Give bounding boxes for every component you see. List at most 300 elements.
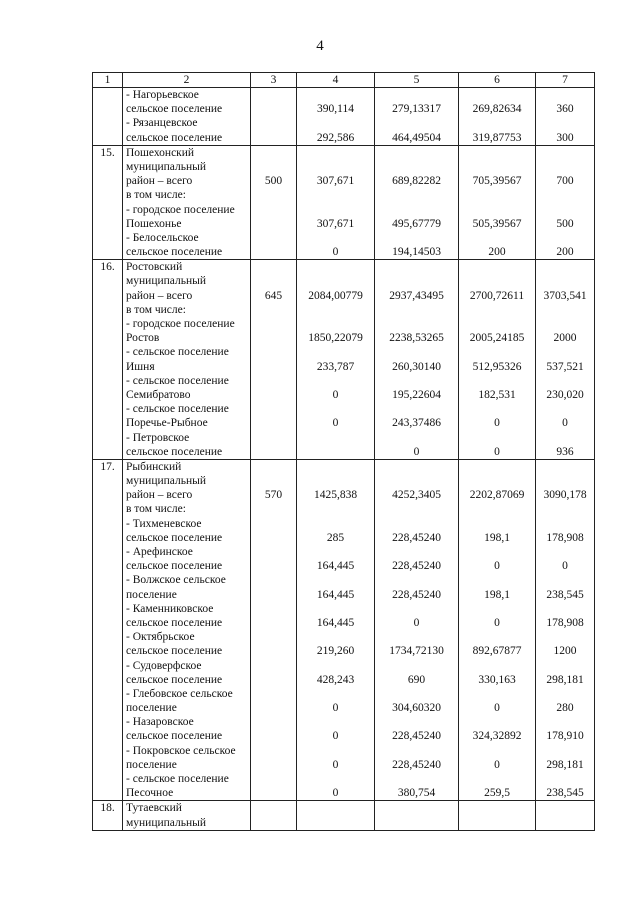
value-cell-col-4 <box>297 801 375 830</box>
data-table <box>92 72 595 831</box>
value-line <box>300 445 371 459</box>
value-line <box>539 502 591 516</box>
value-line <box>300 274 371 288</box>
value-line <box>539 744 591 758</box>
value-line <box>462 116 532 130</box>
value-line <box>462 687 532 701</box>
value-line: 2700,72611 <box>469 289 525 302</box>
value-line: 200 <box>488 246 506 259</box>
value-cell-col-4 <box>297 88 375 146</box>
value-cell-col-7 <box>536 260 595 460</box>
value-line: 0 <box>494 560 500 573</box>
value-line <box>539 402 591 416</box>
value-line <box>254 801 293 815</box>
value-line <box>254 729 293 743</box>
value-cell-col-5 <box>375 801 459 830</box>
value-line <box>462 231 532 245</box>
name-line: - Покровское сельское <box>126 744 236 757</box>
value-line: 238,545 <box>546 787 584 800</box>
value-cell-col-4 <box>297 260 375 460</box>
value-line: 330,163 <box>478 673 516 686</box>
value-cell-col-5 <box>375 88 459 146</box>
value-line <box>462 146 532 160</box>
value-line <box>462 744 532 758</box>
value-line <box>254 786 293 800</box>
value-line: 360 <box>556 103 574 116</box>
value-cell-col-4 <box>297 459 375 801</box>
value-line: 319,87753 <box>472 131 522 144</box>
value-line: 228,45240 <box>392 531 441 544</box>
value-cell-col-3 <box>251 88 297 146</box>
value-line <box>462 345 532 359</box>
name-line: Ростов <box>126 332 160 345</box>
value-line <box>378 502 455 516</box>
value-line <box>254 602 293 616</box>
value-line <box>462 659 532 673</box>
value-line <box>378 517 455 531</box>
value-line: 3090,178 <box>543 489 587 502</box>
name-line: район – всего <box>126 489 193 502</box>
value-line <box>254 217 293 231</box>
value-line: 238,545 <box>546 588 584 601</box>
value-cell-col-3 <box>251 145 297 260</box>
value-line <box>300 545 371 559</box>
table-row <box>93 260 595 460</box>
value-line <box>462 303 532 317</box>
value-line: 505,39567 <box>472 217 522 230</box>
value-line: 0 <box>562 560 568 573</box>
name-line: сельское поселение <box>126 445 223 458</box>
name-line: Ишня <box>126 360 155 373</box>
value-line <box>378 203 455 217</box>
name-line: - сельское поселение <box>126 773 229 785</box>
value-line <box>378 744 455 758</box>
value-line <box>462 602 532 616</box>
table-row <box>93 801 595 830</box>
value-line <box>254 644 293 658</box>
value-line <box>254 460 293 474</box>
value-line: 228,45240 <box>392 588 441 601</box>
value-line: 1425,838 <box>313 489 358 502</box>
value-line: 512,95326 <box>472 360 522 373</box>
name-line: в том числе: <box>126 189 186 202</box>
value-line: 298,181 <box>546 673 584 686</box>
value-line: 233,787 <box>316 360 355 373</box>
value-line <box>300 659 371 673</box>
value-line <box>539 801 591 815</box>
value-line <box>462 317 532 331</box>
name-line: муниципальный <box>126 160 207 173</box>
value-cell-col-3 <box>251 459 297 801</box>
value-line <box>378 146 455 160</box>
value-line <box>462 630 532 644</box>
name-line: - сельское поселение <box>126 374 229 387</box>
value-line <box>378 573 455 587</box>
value-line <box>539 772 591 786</box>
row-number-cell <box>93 88 123 146</box>
value-line <box>378 231 455 245</box>
name-line: Пошехонский <box>126 146 195 159</box>
territory-name-cell <box>123 801 251 830</box>
value-line <box>254 131 293 145</box>
value-cell-col-7 <box>536 801 595 830</box>
value-line: 230,020 <box>546 388 584 401</box>
value-line <box>254 687 293 701</box>
value-line <box>254 659 293 673</box>
value-line: 182,531 <box>478 388 516 401</box>
value-line <box>254 573 293 587</box>
value-cell-col-7 <box>536 145 595 260</box>
value-line: 700 <box>556 175 574 188</box>
value-line <box>539 659 591 673</box>
value-line <box>462 517 532 531</box>
value-line <box>300 460 371 474</box>
value-line: 178,910 <box>546 730 584 743</box>
value-line <box>254 303 293 317</box>
value-line <box>378 602 455 616</box>
value-line <box>254 160 293 174</box>
value-line <box>378 374 455 388</box>
value-line <box>462 502 532 516</box>
name-line: сельское поселение <box>126 246 223 259</box>
value-line <box>462 573 532 587</box>
value-line <box>254 203 293 217</box>
value-line <box>300 374 371 388</box>
name-line: сельское поселение <box>126 645 223 658</box>
value-line: 228,45240 <box>392 758 441 771</box>
value-line: 705,39567 <box>472 175 522 188</box>
value-line <box>539 687 591 701</box>
value-line: 495,67779 <box>392 217 441 230</box>
value-line <box>254 431 293 445</box>
value-cell-col-6 <box>459 260 536 460</box>
value-line <box>300 146 371 160</box>
value-line <box>462 203 532 217</box>
value-line: 464,49504 <box>392 131 441 144</box>
name-line: район – всего <box>126 289 193 302</box>
value-cell-col-6 <box>459 801 536 830</box>
value-line <box>254 673 293 687</box>
value-cell-col-3 <box>251 260 297 460</box>
header-cell: 4 <box>297 73 375 88</box>
value-line: 200 <box>556 246 574 259</box>
value-line: 500 <box>264 175 283 188</box>
value-line: 1200 <box>553 645 577 658</box>
name-line: район – всего <box>126 175 193 188</box>
value-line <box>254 445 293 459</box>
value-line <box>378 303 455 317</box>
value-line: 892,67877 <box>472 645 522 658</box>
value-cell-col-5 <box>375 459 459 801</box>
name-line: Семибратово <box>126 388 191 401</box>
value-line <box>254 701 293 715</box>
value-line <box>378 260 455 274</box>
value-line <box>378 317 455 331</box>
name-line: муниципальный <box>126 475 207 488</box>
value-line <box>539 317 591 331</box>
value-line: 0 <box>332 246 339 259</box>
value-line <box>539 602 591 616</box>
row-number-cell: 17. <box>93 459 123 801</box>
value-line: 304,60320 <box>392 702 441 715</box>
value-line: 0 <box>494 616 500 629</box>
value-line: 279,13317 <box>392 103 441 116</box>
value-line <box>378 545 455 559</box>
value-line <box>539 203 591 217</box>
name-line: Пошехонье <box>126 217 182 230</box>
value-line <box>539 630 591 644</box>
name-line: - Волжское сельское <box>126 574 226 587</box>
value-line <box>300 744 371 758</box>
value-line <box>254 388 293 402</box>
value-line: 0 <box>494 445 500 458</box>
value-line <box>300 474 371 488</box>
value-line <box>254 317 293 331</box>
value-line <box>254 116 293 130</box>
name-line: - Арефинское <box>126 546 193 558</box>
value-line <box>378 687 455 701</box>
value-line: 0 <box>332 388 339 401</box>
name-line: - Каменниковское <box>126 602 214 615</box>
value-line <box>254 715 293 729</box>
value-line <box>462 545 532 559</box>
name-line: сельское поселение <box>126 673 223 686</box>
value-line <box>254 360 293 374</box>
value-line: 2005,24185 <box>469 332 525 345</box>
header-cell: 3 <box>251 73 297 88</box>
value-line <box>254 758 293 772</box>
value-line <box>539 517 591 531</box>
value-line <box>300 687 371 701</box>
value-line <box>378 402 455 416</box>
value-line <box>254 146 293 160</box>
name-line: муниципальный <box>126 275 207 288</box>
value-line <box>300 402 371 416</box>
value-line <box>539 88 591 102</box>
header-cell: 7 <box>536 73 595 88</box>
name-line: - Назаровское <box>126 716 194 729</box>
value-line: 228,45240 <box>392 560 441 573</box>
value-line <box>378 801 455 815</box>
table-row <box>93 145 595 260</box>
name-line: - Рязанцевское <box>126 117 198 130</box>
value-line <box>539 231 591 245</box>
value-line: 690 <box>407 673 426 686</box>
value-cell-col-6 <box>459 145 536 260</box>
value-cell-col-7 <box>536 88 595 146</box>
value-line: 243,37486 <box>392 417 441 430</box>
name-line: муниципальный <box>126 816 207 829</box>
row-number-cell: 16. <box>93 260 123 460</box>
value-line: 219,260 <box>316 645 355 658</box>
value-cell-col-6 <box>459 459 536 801</box>
value-line <box>254 816 293 830</box>
territory-name-cell <box>123 145 251 260</box>
value-line: 2238,53265 <box>389 332 444 345</box>
value-line <box>254 588 293 602</box>
value-line: 0 <box>332 758 339 771</box>
value-line: 307,671 <box>316 217 355 230</box>
value-line <box>378 715 455 729</box>
value-line <box>462 474 532 488</box>
value-line <box>462 88 532 102</box>
value-line: 178,908 <box>546 531 584 544</box>
value-line: 936 <box>556 445 574 458</box>
value-line <box>254 274 293 288</box>
value-line <box>300 715 371 729</box>
value-line <box>254 416 293 430</box>
value-line <box>378 630 455 644</box>
value-line: 298,181 <box>546 758 584 771</box>
value-line <box>300 502 371 516</box>
value-line: 428,243 <box>316 673 355 686</box>
value-line <box>539 160 591 174</box>
value-line <box>378 188 455 202</box>
value-line <box>300 801 371 815</box>
value-line: 0 <box>332 787 339 800</box>
value-line: 537,521 <box>546 360 584 373</box>
value-line: 3703,541 <box>543 289 587 302</box>
name-line: - Октябрьское <box>126 631 195 644</box>
header-cell: 5 <box>375 73 459 88</box>
value-line: 285 <box>326 531 345 544</box>
name-line: сельское поселение <box>126 531 223 544</box>
value-line <box>254 245 293 259</box>
value-line <box>378 474 455 488</box>
value-line <box>378 116 455 130</box>
name-line: сельское поселение <box>126 730 223 743</box>
value-line <box>539 374 591 388</box>
name-line: Ростовский <box>126 261 183 274</box>
value-line: 300 <box>556 131 574 144</box>
value-line <box>300 88 371 102</box>
value-cell-col-6 <box>459 88 536 146</box>
value-cell-col-4 <box>297 145 375 260</box>
value-line <box>539 431 591 445</box>
value-line <box>254 531 293 545</box>
value-line: 0 <box>562 417 568 430</box>
value-cell-col-7 <box>536 459 595 801</box>
value-line: 0 <box>413 445 420 458</box>
name-line: - Тихменевское <box>126 517 202 530</box>
value-line: 0 <box>494 702 500 715</box>
value-line: 0 <box>332 702 339 715</box>
value-line <box>539 474 591 488</box>
value-line <box>462 188 532 202</box>
value-line: 307,671 <box>316 175 355 188</box>
value-line: 292,586 <box>316 131 355 144</box>
value-line <box>462 160 532 174</box>
value-line: 645 <box>264 289 283 302</box>
name-line: в том числе: <box>126 303 186 316</box>
value-line <box>300 517 371 531</box>
value-line: 0 <box>413 616 420 629</box>
value-line: 260,30140 <box>392 360 441 373</box>
value-line <box>254 345 293 359</box>
value-line: 689,82282 <box>392 175 441 188</box>
name-line: - Нагорьевское <box>126 89 199 101</box>
value-line <box>462 816 532 830</box>
value-line <box>378 460 455 474</box>
value-line <box>539 303 591 317</box>
value-line <box>300 431 371 445</box>
value-line <box>378 160 455 174</box>
header-cell: 2 <box>123 73 251 88</box>
value-line: 198,1 <box>484 588 510 601</box>
value-line <box>462 772 532 786</box>
value-line <box>300 602 371 616</box>
value-line <box>254 772 293 786</box>
value-line: 390,114 <box>317 103 354 116</box>
name-line: Тутаевский <box>126 802 182 815</box>
name-line: Поречье-Рыбное <box>126 417 208 430</box>
value-line: 2084,00779 <box>308 289 363 302</box>
name-line: сельское поселение <box>126 131 223 144</box>
value-line <box>300 345 371 359</box>
value-line <box>300 772 371 786</box>
value-line: 198,1 <box>484 531 510 544</box>
name-line: в том числе: <box>126 503 186 516</box>
value-line <box>378 772 455 786</box>
value-cell-col-3 <box>251 801 297 830</box>
name-line: - сельское поселение <box>126 346 229 359</box>
value-line: 500 <box>556 217 574 230</box>
value-line <box>254 559 293 573</box>
value-line <box>254 616 293 630</box>
name-line: сельское поселение <box>126 560 223 573</box>
value-line: 228,45240 <box>392 730 441 743</box>
value-line <box>539 116 591 130</box>
name-line: - сельское поселение <box>126 403 229 416</box>
value-line <box>378 274 455 288</box>
table-row <box>93 459 595 801</box>
territory-name-cell <box>123 260 251 460</box>
value-line <box>462 801 532 815</box>
territory-name-cell <box>123 459 251 801</box>
name-line: Рыбинский <box>126 460 182 473</box>
value-line <box>300 816 371 830</box>
value-line <box>254 260 293 274</box>
name-line: сельское поселение <box>126 616 223 629</box>
value-line <box>378 659 455 673</box>
value-line <box>300 231 371 245</box>
value-line <box>300 116 371 130</box>
value-line <box>254 374 293 388</box>
value-line: 259,5 <box>484 787 510 800</box>
value-line: 280 <box>556 702 574 715</box>
value-line: 2000 <box>553 332 577 345</box>
value-line <box>300 160 371 174</box>
value-line <box>539 274 591 288</box>
value-line: 195,22604 <box>392 388 441 401</box>
value-line: 0 <box>332 730 339 743</box>
value-line <box>300 630 371 644</box>
value-line <box>539 188 591 202</box>
value-line <box>378 345 455 359</box>
name-line: - Белосельское <box>126 231 199 244</box>
value-line <box>254 331 293 345</box>
value-line: 0 <box>332 417 339 430</box>
value-line: 2937,43495 <box>389 289 444 302</box>
name-line: - Глебовское сельское <box>126 687 233 700</box>
territory-name-cell <box>123 88 251 146</box>
value-line <box>254 502 293 516</box>
header-cell: 6 <box>459 73 536 88</box>
value-line <box>539 260 591 274</box>
name-line: - Судоверфское <box>126 659 202 672</box>
name-line: - городское поселение <box>126 203 235 216</box>
value-line <box>462 402 532 416</box>
